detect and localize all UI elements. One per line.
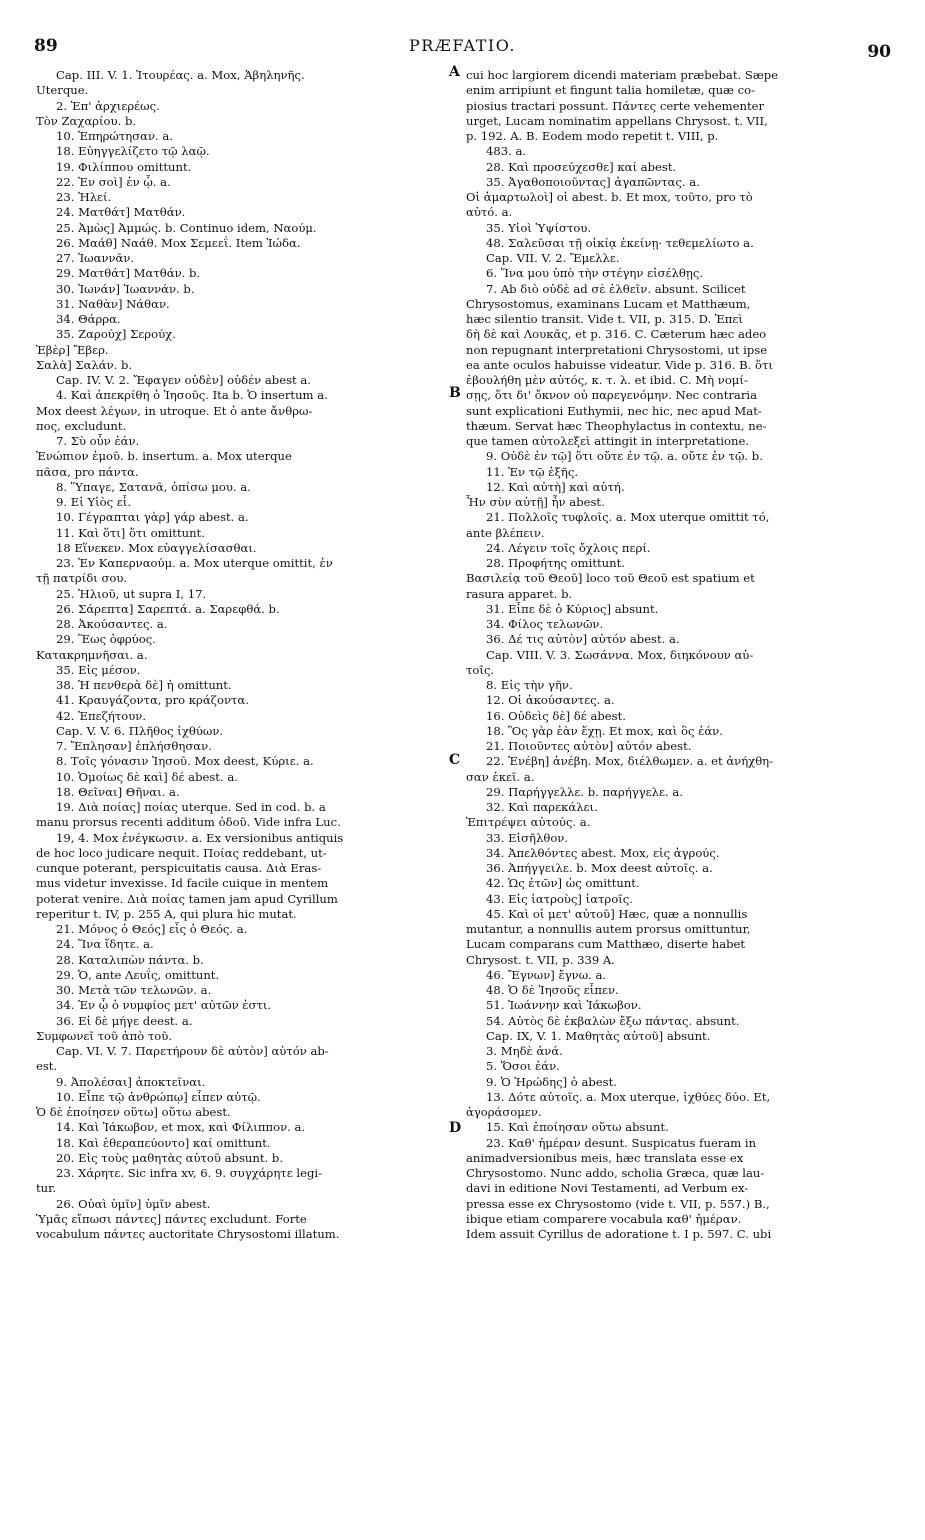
text-line: Cap. III. V. 1. Ἰτουρέας. a. Mox, Ἀβηληνῆς. <box>56 68 305 82</box>
text-line: 19, 4. Mox ἐνέγκωσιν. a. Ex versionibus antiquis <box>56 830 344 845</box>
text-line: Συμφωνεῖ τοῦ ἀπὸ τοῦ. <box>36 1028 173 1043</box>
text-line: 34. Θάρρα. <box>56 312 121 326</box>
text-line: poterat venire. Διὰ ποίας tamen jam apud Cyrillum <box>36 891 338 906</box>
text-line: 35. Υἱοὶ Ὑψίστου. <box>486 220 592 235</box>
text-line: Cap. IX, V. 1. Μαθητὰς αὐτοῦ] absunt. <box>486 1028 711 1043</box>
text-line: 21. Ποιοῦντες αὐτὸν] αὐτόν abest. <box>486 739 692 753</box>
text-line: 18 Εἵνεκεν. Mox εὐαγγελίσασθαι. <box>56 540 257 555</box>
text-line: 9. Ὁ Ἡρώδης] ὁ abest. <box>486 1074 617 1089</box>
text-line: 23. Ἐν Καπερναούμ. a. Mox uterque omittit, ἐν <box>56 556 333 570</box>
text-line: Chrysostomo. Nunc addo, scholia Græca, quæ lau- <box>466 1166 765 1180</box>
text-line: 9. Ἀπολέσαι] ἀποκτεῖναι. <box>56 1074 206 1089</box>
text-line: 11. Καὶ ὅτι] ὅτι omittunt. <box>56 525 205 540</box>
left-column <box>36 68 450 1242</box>
text-line: Ἐπιτρέψει αὐτούς. a. <box>466 815 591 830</box>
text-line: 29. Ματθάτ] Ματθάν. b. <box>56 266 201 281</box>
text-line: 34. Φίλος τελωνῶν. <box>486 617 604 631</box>
text-line: Mox deest λέγων, in utroque. Et ὁ ante ἄνθρω- <box>36 403 313 418</box>
text-line: 25. Ἠλιοῦ, ut supra I, 17. <box>56 586 207 601</box>
text-line: δὴ δὲ καὶ Λουκᾶς, et p. 316. C. Cæterum hæc adeo <box>466 327 767 342</box>
text-line: 24. Λέγειν τοῖς ὄχλοις περί. <box>486 540 651 555</box>
text-line: non repugnant interpretationi Chrysostomi, ut ipse <box>466 342 768 357</box>
margin-letter-d: D <box>449 1120 462 1136</box>
text-line: Chrysost. t. VII, p. 339 A. <box>466 952 615 967</box>
text-line: 54. Αὐτὸς δὲ ἐκβαλὼν ἔξω πάντας. absunt. <box>486 1013 740 1028</box>
text-line: 28. Ἀκούσαντες. a. <box>56 617 168 631</box>
text-line: Βασιλείᾳ τοῦ Θεοῦ] loco τοῦ Θεοῦ est spatium et <box>466 571 755 586</box>
text-line: Cap. VIII. V. 3. Σωσάννα. Mox, διηκόνουν αὐ- <box>486 647 754 662</box>
text-line: 10. Εἶπε τῷ ἀνθρώπῳ] εἶπεν αὐτῷ. <box>56 1089 261 1104</box>
page-header <box>0 36 925 62</box>
text-line: Ὁ δὲ ἐποίησεν οὕτω] οὕτω abest. <box>36 1105 231 1119</box>
text-line: 18. Εὐηγγελίζετο τῷ λαῷ. <box>56 144 210 159</box>
text-line: 24. Ἵνα ἴδητε. a. <box>56 937 154 952</box>
text-line: animadversionibus meis, hæc translata esse ex <box>466 1150 744 1165</box>
text-line: manu prorsus recenti additum ὁδοῦ. Vide infra Luc. <box>36 815 341 830</box>
text-line: Οἱ ἁμαρτωλοὶ] οἱ abest. b. Et mox, τοῦτο, pro τὸ <box>466 190 753 204</box>
text-line: 4. Καὶ ἀπεκρίθη ὁ Ἰησοῦς. Ita b. Ὁ insertum a. <box>56 388 328 403</box>
text-line: πος, excludunt. <box>36 418 127 433</box>
text-line: piosius tractari possunt. Πάντες certe vehementer <box>466 98 765 113</box>
margin-letter-a: A <box>449 64 460 80</box>
text-line: 12. Οἱ ἀκούσαντες. a. <box>486 693 615 708</box>
text-line: 30. Μετὰ τῶν τελωνῶν. a. <box>56 983 212 997</box>
text-line: 23. Χάρητε. Sic infra xv, 6. 9. συγχάρητε legi- <box>56 1166 322 1180</box>
text-line: ibique etiam comparere vocabula καθ' ἡμέραν. <box>466 1211 742 1226</box>
text-line: 23. Καθ' ἡμέραν desunt. Suspicatus fueram in <box>486 1135 757 1150</box>
text-line: que tamen αὐτολεξεὶ attingit in interpretatione. <box>466 434 749 448</box>
text-line: mutantur, a nonnullis autem prorsus omittuntur, <box>466 922 751 936</box>
text-line: 31. Ναθὰν] Νάθαν. <box>56 296 170 311</box>
text-line: 46. Ἔγνων] ἔγνω. a. <box>486 967 607 982</box>
text-line: 45. Καὶ οἱ μετ' αὐτοῦ] Hæc, quæ a nonnullis <box>486 906 748 921</box>
text-line: Κατακρημνῆσαι. a. <box>36 647 148 662</box>
text-line: 8. Ὕπαγε, Σατανᾶ, ὀπίσω μου. a. <box>56 479 251 494</box>
text-line: 35. Ζαρούχ] Σερούχ. <box>56 327 176 342</box>
text-line: 29. Παρήγγελλε. b. παρήγγελε. a. <box>486 784 683 799</box>
text-line: Τὸν Ζαχαρίου. b. <box>36 113 137 128</box>
text-line: 6. Ἵνα μου ὑπὸ τὴν στέγην εἰσέλθῃς. <box>486 266 704 281</box>
text-line: 20. Εἰς τοὺς μαθητὰς αὐτοῦ absunt. b. <box>56 1150 284 1165</box>
text-line: cui hoc largiorem dicendi materiam præbebat. Sæpe <box>466 68 778 82</box>
text-line: 9. Εἰ Υἱὸς εἶ. <box>56 495 132 509</box>
text-line: p. 192. A. B. Eodem modo repetit t. VIII, p. <box>466 129 719 143</box>
text-line: Cap. VI. V. 7. Παρετήρουν δὲ αὐτὸν] αὐτόν ab- <box>56 1044 329 1058</box>
text-line: 25. Ἀμὼς] Ἀμμώς. b. Continuo idem, Ναούμ. <box>56 220 317 235</box>
text-line: ea ante oculos habuisse videatur. Vide p. 316. B. ὅτι <box>466 357 773 372</box>
text-line: pressa esse ex Chrysostomo (vide t. VII, p. 557.) B., <box>466 1196 770 1211</box>
text-line: τῇ πατρίδι σου. <box>36 571 128 586</box>
text-line: 3. Μηδὲ ἀνά. <box>486 1044 563 1058</box>
text-line: τοῖς. <box>466 662 495 677</box>
text-line: 8. Εἰς τὴν γῆν. <box>486 678 573 692</box>
text-line: σῃς, ὅτι δι' ὄκνον οὐ παρεγενόμην. Nec contraria <box>466 388 757 403</box>
text-line: 18. Ὃς γὰρ ἐὰν ἔχῃ. Et mox, καὶ ὃς ἐάν. <box>486 723 723 738</box>
text-line: 34. Ἀπελθόντες abest. Mox, εἰς ἀγρούς. <box>486 845 720 860</box>
text-line: 43. Εἰς ἰατροὺς] ἰατροῖς. <box>486 891 633 906</box>
text-line: 26. Οὐαὶ ὑμῖν] ὑμῖν abest. <box>56 1196 211 1211</box>
text-line: 21. Πολλοῖς τυφλοῖς. a. Mox uterque omittit τό, <box>486 510 770 525</box>
text-line: rasura apparet. b. <box>466 586 573 601</box>
margin-letter-c: C <box>449 752 461 768</box>
text-line: Ἐνώπιον ἐμοῦ. b. insertum. a. Mox uterque <box>36 449 292 464</box>
text-line: ante βλέπειν. <box>466 525 545 540</box>
text-line: Ὑμᾶς εἴπωσι πάντες] πάντες excludunt. Forte <box>36 1211 307 1226</box>
text-line: πᾶσα, pro πάντα. <box>36 464 139 479</box>
text-line: thæum. Servat hæc Theophylactus in contextu, ne- <box>466 418 767 433</box>
text-line: davi in editione Novi Testamenti, ad Verbum ex- <box>466 1181 749 1196</box>
text-line: 22. Ἐν σοὶ] ἐν ᾧ. a. <box>56 174 171 189</box>
text-line: 14. Καὶ Ἰάκωβον, et mox, καὶ Φίλιππον. a. <box>56 1120 306 1135</box>
text-line: vocabulum πάντες auctoritate Chrysostomi illatum. <box>36 1227 340 1241</box>
text-line: 2. Ἐπ' ἀρχιερέως. <box>56 98 160 113</box>
text-line: 28. Προφήτης omittunt. <box>486 556 625 570</box>
text-line: 41. Κραυγάζοντα, pro κράζοντα. <box>56 693 249 708</box>
text-line: 36. Δέ τις αὐτὸν] αὐτόν abest. a. <box>486 632 680 647</box>
text-line: 34. Ἐν ᾧ ὁ νυμφίος μετ' αὐτῶν ἐστι. <box>56 998 272 1013</box>
text-line: 35. Εἰς μέσον. <box>56 662 141 677</box>
text-line: 15. Καὶ ἐποίησαν οὕτω absunt. <box>486 1120 669 1135</box>
text-line: 26. Σάρεπτα] Σαρεπτά. a. Σαρεφθά. b. <box>56 601 280 616</box>
text-line: 42. Ὡς ἐτῶν] ὡς omittunt. <box>486 876 640 891</box>
text-line: 36. Ἀπήγγειλε. b. Mox deest αὐτοῖς. a. <box>486 861 713 875</box>
text-line: mus videtur invexisse. Id facile cuique in mentem <box>36 876 329 891</box>
text-line: 12. Καὶ αὐτὴ] καὶ αὐτή. <box>486 479 625 494</box>
text-line: Idem assuit Cyrillus de adoratione t. I p. 597. C. ubi <box>466 1227 772 1241</box>
page-number-right: 90 <box>867 42 891 62</box>
text-line: Σαλὰ] Σαλάν. b. <box>36 357 133 372</box>
text-line: 48. Ὁ δὲ Ἰησοῦς εἶπεν. <box>486 983 619 997</box>
text-line: Ἦν σὺν αὐτῇ] ἦν abest. <box>466 495 605 509</box>
text-line: 10. Γέγραπται γὰρ] γάρ abest. a. <box>56 510 249 525</box>
text-line: Lucam comparans cum Matthæo, diserte habet <box>466 937 746 952</box>
text-line: 19. Φιλίππου omittunt. <box>56 159 192 174</box>
text-line: 28. Καὶ προσεύχεσθε] καί abest. <box>486 159 677 174</box>
text-line: 11. Ἐν τῷ ἑξῆς. <box>486 464 579 479</box>
right-column <box>466 68 896 1242</box>
text-line: hæc silentio transit. Vide t. VII, p. 315. D. Ἐπεὶ <box>466 312 743 326</box>
text-line: tur. <box>36 1181 57 1196</box>
text-line: 24. Ματθάτ] Ματθάν. <box>56 205 186 220</box>
text-line: reperitur t. IV, p. 255 A, qui plura hic mutat. <box>36 906 297 921</box>
text-line: 13. Δότε αὐτοῖς. a. Mox uterque, ἰχθύες δύο. Et, <box>486 1089 771 1104</box>
page-title: PRÆFATIO. <box>409 36 516 55</box>
text-line: 36. Εἰ δὲ μήγε deest. a. <box>56 1013 193 1028</box>
text-line: 28. Καταλιπὼν πάντα. b. <box>56 952 204 967</box>
text-line: 21. Μόνος ὁ Θεός] εἷς ὁ Θεός. a. <box>56 922 248 936</box>
text-line: 18. Καὶ ἐθεραπεύοντο] καί omittunt. <box>56 1135 271 1150</box>
text-line: 30. Ἰωνάν] Ἰωαννάν. b. <box>56 281 195 296</box>
text-line: Ἑβὲρ] Ἔβερ. <box>36 342 109 357</box>
text-line: Cap. IV. V. 2. Ἔφαγεν οὐδὲν] οὐδέν abest a. <box>56 373 311 387</box>
text-line: 26. Μαάθ] Ναάθ. Mox Σεμεεΐ. Item Ἰώδα. <box>56 235 301 250</box>
text-line: 23. Ἠλεί. <box>56 190 112 204</box>
text-line: σαν ἐκεῖ. a. <box>466 769 535 784</box>
text-line: Cap. V. V. 6. Πλῆθος ἰχθύων. <box>56 723 224 738</box>
text-line: Cap. VII. V. 2. Ἔμελλε. <box>486 251 620 265</box>
text-line: 51. Ἰωάννην καὶ Ἰάκωβον. <box>486 998 642 1013</box>
text-line: 38. Ἡ πενθερὰ δὲ] ἡ omittunt. <box>56 678 232 692</box>
text-line: ἀγοράσομεν. <box>466 1105 542 1119</box>
text-line: Chrysostomus, examinans Lucam et Matthæum, <box>466 296 751 311</box>
text-line: 7. Ἔπλησαν] ἐπλήσθησαν. <box>56 739 212 753</box>
text-line: 18. Θεῖναι] Θῆναι. a. <box>56 784 180 799</box>
text-line: 8. Τοῖς γόνασιν Ἰησοῦ. Mox deest, Κύριε. a. <box>56 754 314 769</box>
text-line: 22. Ἐνέβη] ἀνέβη. Mox, διέλθωμεν. a. et ἀνήχθη- <box>486 754 774 769</box>
text-line: 10. Ὁμοίως δὲ καὶ] δέ abest. a. <box>56 769 238 784</box>
text-line: 10. Ἐπηρώτησαν. a. <box>56 129 173 143</box>
text-line: 29. Ἕως ὀφρύος. <box>56 632 156 647</box>
page-number-left: 89 <box>34 36 58 56</box>
text-line: 32. Καὶ παρεκάλει. <box>486 800 598 814</box>
text-line: 33. Εἰσῆλθον. <box>486 830 569 845</box>
text-line: de hoc loco judicare nequit. Ποίας reddebant, ut- <box>36 845 327 860</box>
text-line: αὐτό. a. <box>466 205 513 220</box>
text-line: 27. Ἰωαννᾶν. <box>56 251 135 265</box>
text-line: 19. Διὰ ποίας] ποίας uterque. Sed in cod. b. a <box>56 800 326 814</box>
text-line: ἐβουλήθη μὲν αὐτός, κ. τ. λ. et ibid. C. Μὴ νομί- <box>466 373 748 387</box>
text-line: Uterque. <box>36 83 89 98</box>
text-line: 5. Ὅσοι ἐάν. <box>486 1059 560 1074</box>
margin-letter-b: B <box>449 385 461 401</box>
text-line: sunt explicationi Euthymii, nec hic, nec apud Mat- <box>466 403 762 418</box>
text-line: 31. Εἶπε δὲ ὁ Κύριος] absunt. <box>486 601 659 616</box>
text-line: 9. Οὐδὲ ἐν τῷ] ὅτι οὔτε ἐν τῷ. a. οὔτε ἐν τῷ. b. <box>486 449 763 464</box>
text-line: 48. Σαλεῦσαι τῇ οἰκίᾳ ἐκείνῃ· τεθεμελίωτο a. <box>486 235 754 250</box>
text-line: 7. Σὺ οὖν ἐάν. <box>56 434 140 448</box>
text-line: 29. Ὁ, ante Λευΐς, omittunt. <box>56 967 220 982</box>
text-line: 42. Ἐπεζήτουν. <box>56 708 147 723</box>
text-line: 35. Ἀγαθοποιοῦντας] ἀγαπῶντας. a. <box>486 174 700 189</box>
text-line: enim arripiunt et fingunt talia homiletæ, quæ co- <box>466 83 756 98</box>
text-line: cunque poterant, perspicuitatis causa. Διὰ Eras- <box>36 861 322 875</box>
text-line: 483. a. <box>486 144 527 159</box>
text-line: urget, Lucam nominatim appellans Chrysost. t. VII, <box>466 113 768 128</box>
text-line: 16. Οὐδεὶς δὲ] δέ abest. <box>486 708 626 723</box>
text-line: 7. Ab διὸ οὐδὲ ad σὲ ἐλθεῖν. absunt. Scilicet <box>486 281 746 296</box>
text-line: est. <box>36 1059 58 1074</box>
